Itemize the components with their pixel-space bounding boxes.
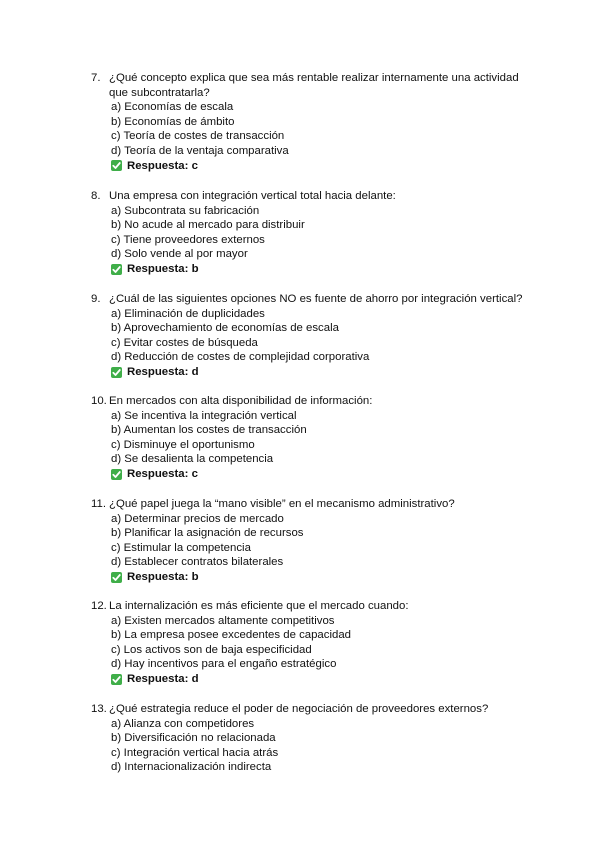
question-10: [91, 394, 531, 482]
question-header: [91, 702, 531, 717]
option-b: b) No acude al mercado para distribuir: [111, 219, 305, 232]
option-c: c) Teoría de costes de transacción: [111, 130, 285, 143]
answer-line: [91, 365, 531, 380]
question-text: Una empresa con integración vertical total hacia delante:: [109, 190, 396, 202]
option-a: a) Existen mercados altamente competitivos: [111, 614, 335, 627]
option-a: a) Se incentiva la integración vertical: [111, 409, 297, 422]
option-c: c) Estimular la competencia: [111, 541, 251, 554]
answer-text: Respuesta: b: [127, 262, 199, 275]
option-a: a) Subcontrata su fabricación: [111, 204, 260, 217]
answer-line: [91, 672, 531, 687]
question-12: [91, 599, 531, 687]
question-number: 13.: [91, 703, 107, 715]
option-d: d) Internacionalización indirecta: [111, 761, 272, 774]
option-c: c) Evitar costes de búsqueda: [111, 336, 258, 349]
question-7: [91, 71, 531, 173]
question-number: 11.: [91, 498, 106, 510]
answer-text: Respuesta: b: [127, 570, 199, 583]
option-b: b) La empresa posee excedentes de capacidad: [111, 629, 351, 642]
answer-text: Respuesta: c: [127, 467, 198, 480]
check-mark-icon: [111, 572, 122, 583]
option-b: b) Economías de ámbito: [111, 115, 235, 128]
check-mark-icon: [111, 264, 122, 275]
question-header: [91, 599, 531, 614]
option-c: c) Integración vertical hacia atrás: [111, 746, 279, 759]
option-d: d) Solo vende al por mayor: [111, 248, 248, 261]
option-d: d) Establecer contratos bilaterales: [111, 556, 284, 569]
option-c: c) Los activos son de baja especificidad: [111, 643, 312, 656]
question-header: [91, 189, 531, 204]
option-a: a) Determinar precios de mercado: [111, 512, 284, 525]
question-text: En mercados con alta disponibilidad de información:: [109, 395, 373, 407]
option-b: b) Diversificación no relacionada: [111, 732, 276, 745]
question-text: ¿Qué estrategia reduce el poder de negociación de proveedores externos?: [109, 703, 489, 715]
option-b: b) Aprovechamiento de economías de escala: [111, 322, 339, 335]
check-mark-icon: [111, 160, 122, 171]
question-number: 12.: [91, 600, 107, 612]
question-11: [91, 497, 531, 585]
option-a: a) Alianza con competidores: [111, 717, 255, 730]
option-a: a) Eliminación de duplicidades: [111, 307, 265, 320]
question-header: [91, 292, 531, 307]
option-c: c) Disminuye el oportunismo: [111, 438, 255, 451]
question-header: [91, 394, 531, 409]
question-number: 9.: [91, 293, 101, 305]
option-b: b) Planificar la asignación de recursos: [111, 527, 304, 540]
question-text: La internalización es más eficiente que el mercado cuando:: [109, 600, 409, 612]
question-13: [91, 702, 531, 775]
answer-line: [91, 467, 531, 482]
option-d: d) Reducción de costes de complejidad corporativa: [111, 351, 370, 364]
question-header: [91, 497, 531, 512]
option-a: a) Economías de escala: [111, 101, 234, 114]
question-number: 8.: [91, 190, 101, 202]
option-c: c) Tiene proveedores externos: [111, 233, 265, 246]
answer-line: [91, 570, 531, 585]
check-mark-icon: [111, 674, 122, 685]
question-header: [91, 71, 531, 100]
question-text: ¿Qué papel juega la “mano visible” en el mecanismo administrativo?: [109, 498, 455, 510]
answer-text: Respuesta: c: [127, 159, 198, 172]
answer-line: [91, 262, 531, 277]
answer-text: Respuesta: d: [127, 365, 199, 378]
question-text: ¿Qué concepto explica que sea más rentable realizar internamente una actividad que subcontratarla?: [109, 72, 519, 99]
option-d: d) Se desalienta la competencia: [111, 453, 274, 466]
question-9: [91, 292, 531, 380]
option-d: d) Teoría de la ventaja comparativa: [111, 144, 289, 157]
answer-line: [91, 159, 531, 174]
option-d: d) Hay incentivos para el engaño estratégico: [111, 658, 337, 671]
check-mark-icon: [111, 367, 122, 378]
question-text: ¿Cuál de las siguientes opciones NO es fuente de ahorro por integración vertical?: [109, 293, 523, 305]
option-b: b) Aumentan los costes de transacción: [111, 424, 307, 437]
question-8: [91, 189, 531, 277]
check-mark-icon: [111, 469, 122, 480]
answer-text: Respuesta: d: [127, 672, 199, 685]
question-number: 7.: [91, 72, 101, 84]
question-number: 10.: [91, 395, 107, 407]
